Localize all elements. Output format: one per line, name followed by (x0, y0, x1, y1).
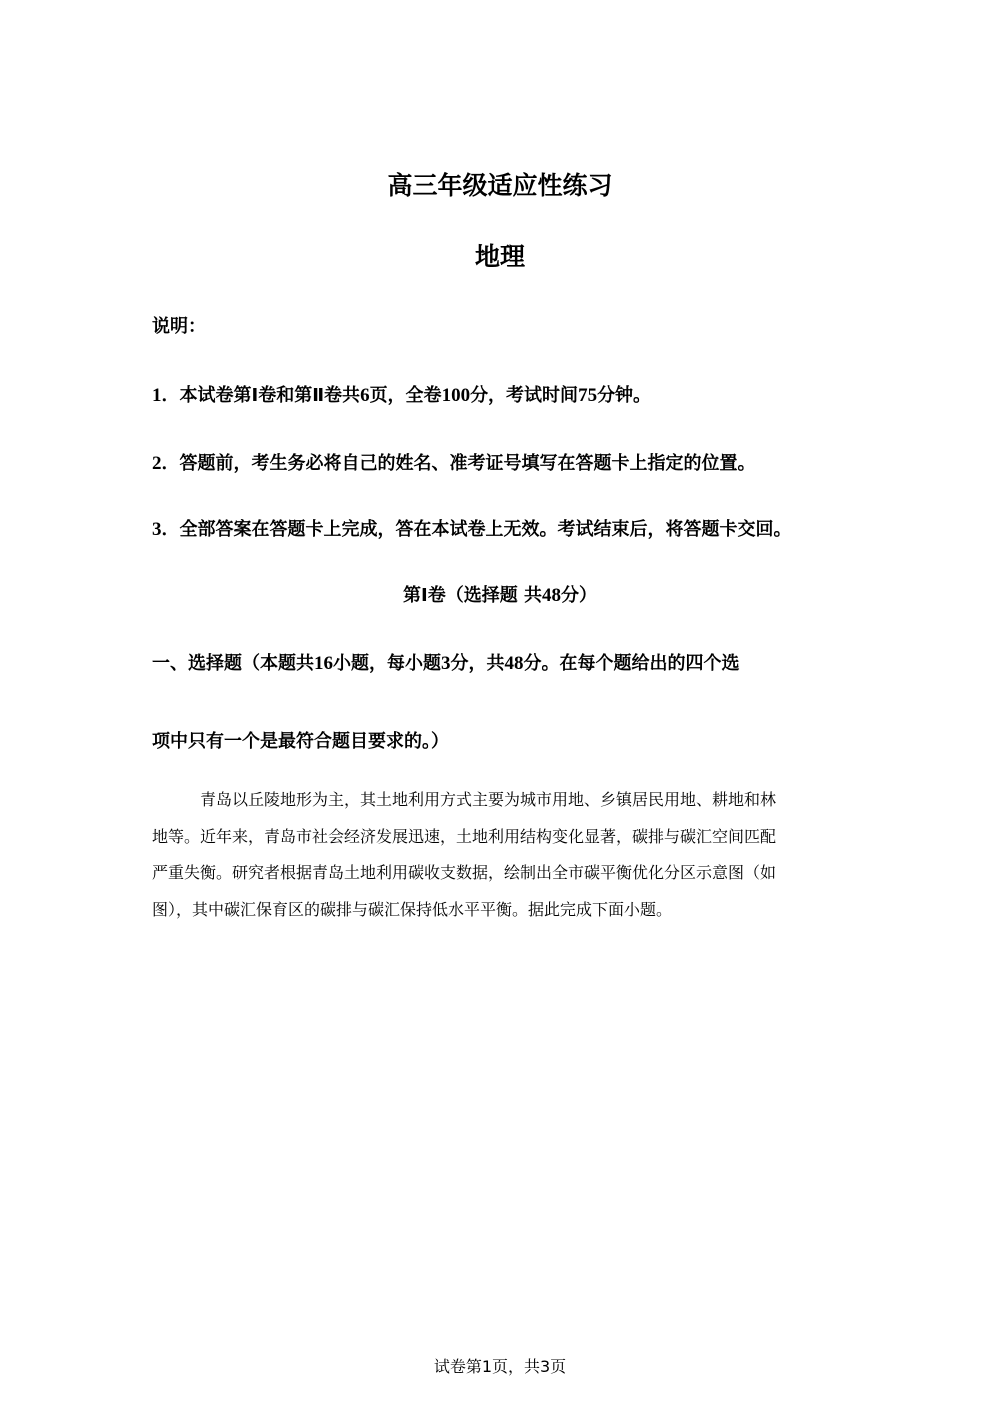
instruction-text: 分，考试时间 (470, 385, 579, 406)
page-count: 6 (360, 385, 370, 406)
page-footer: 试卷第1页，共3页 (433, 1357, 567, 1376)
section-title-text: 第Ⅰ卷（选择题 共 (403, 585, 542, 606)
instruction-text: ．答题前，考生务必将自己的姓名、准考证号填写在答题卡上指定的位置。 (161, 453, 756, 474)
section-score: 48 (541, 585, 561, 606)
section-title-text: 分） (560, 585, 597, 606)
instruction-number: 3 (152, 519, 162, 540)
passage-line: 图），其中碳汇保育区的碳排与碳汇保持低水平平衡。据此完成下面小题。 (152, 899, 673, 919)
question-heading-line-1 (152, 651, 852, 677)
question-count: 16 (314, 653, 333, 674)
passage-line: 地等。近年来，青岛市社会经济发展迅速，土地利用结构变化显著，碳排与碳汇空间匹配 (152, 826, 777, 846)
passage-line: 严重失衡。研究者根据青岛土地利用碳收支数据，绘制出全市碳平衡优化分区示意图（如 (152, 863, 777, 882)
total-score: 100 (441, 385, 471, 406)
points-each: 3 (441, 653, 451, 674)
instructions-label: 说明： (152, 316, 206, 337)
instruction-text: 页，全卷 (369, 385, 442, 406)
instruction-text: ．全部答案在答题卡上完成，答在本试卷上无效。考试结束后，将答题卡交回。 (161, 519, 792, 540)
question-heading-continued (152, 729, 852, 755)
instruction-text: ．本试卷第Ⅰ卷和第Ⅱ卷共 (161, 385, 361, 406)
heading-text: 小题，每小题 (333, 653, 441, 674)
instruction-text: 分钟。 (597, 385, 652, 406)
exam-time: 75 (578, 385, 598, 406)
instruction-item-2 (152, 451, 756, 477)
subject-title: 地理 (474, 242, 525, 271)
question-heading-line-2: 项中只有一个是最符合题目要求的。） (152, 731, 449, 752)
section-title (0, 583, 1000, 609)
instruction-item-1 (152, 383, 651, 409)
instruction-number: 1 (152, 385, 162, 406)
points-total: 48 (504, 653, 524, 674)
exam-title: 高三年级适应性练习 (387, 171, 613, 200)
question-heading (152, 651, 852, 677)
heading-text: 一、选择题（本题共 (152, 653, 314, 674)
passage-line: 青岛以丘陵地形为主，其土地利用方式主要为城市用地、乡镇居民用地、耕地和林 (200, 790, 777, 809)
reading-passage (152, 782, 852, 928)
heading-text: 分。在每个题给出的四个选 (523, 653, 740, 674)
heading-text: 分，共 (450, 653, 505, 674)
instruction-number: 2 (152, 453, 162, 474)
instruction-item-3 (152, 517, 792, 543)
